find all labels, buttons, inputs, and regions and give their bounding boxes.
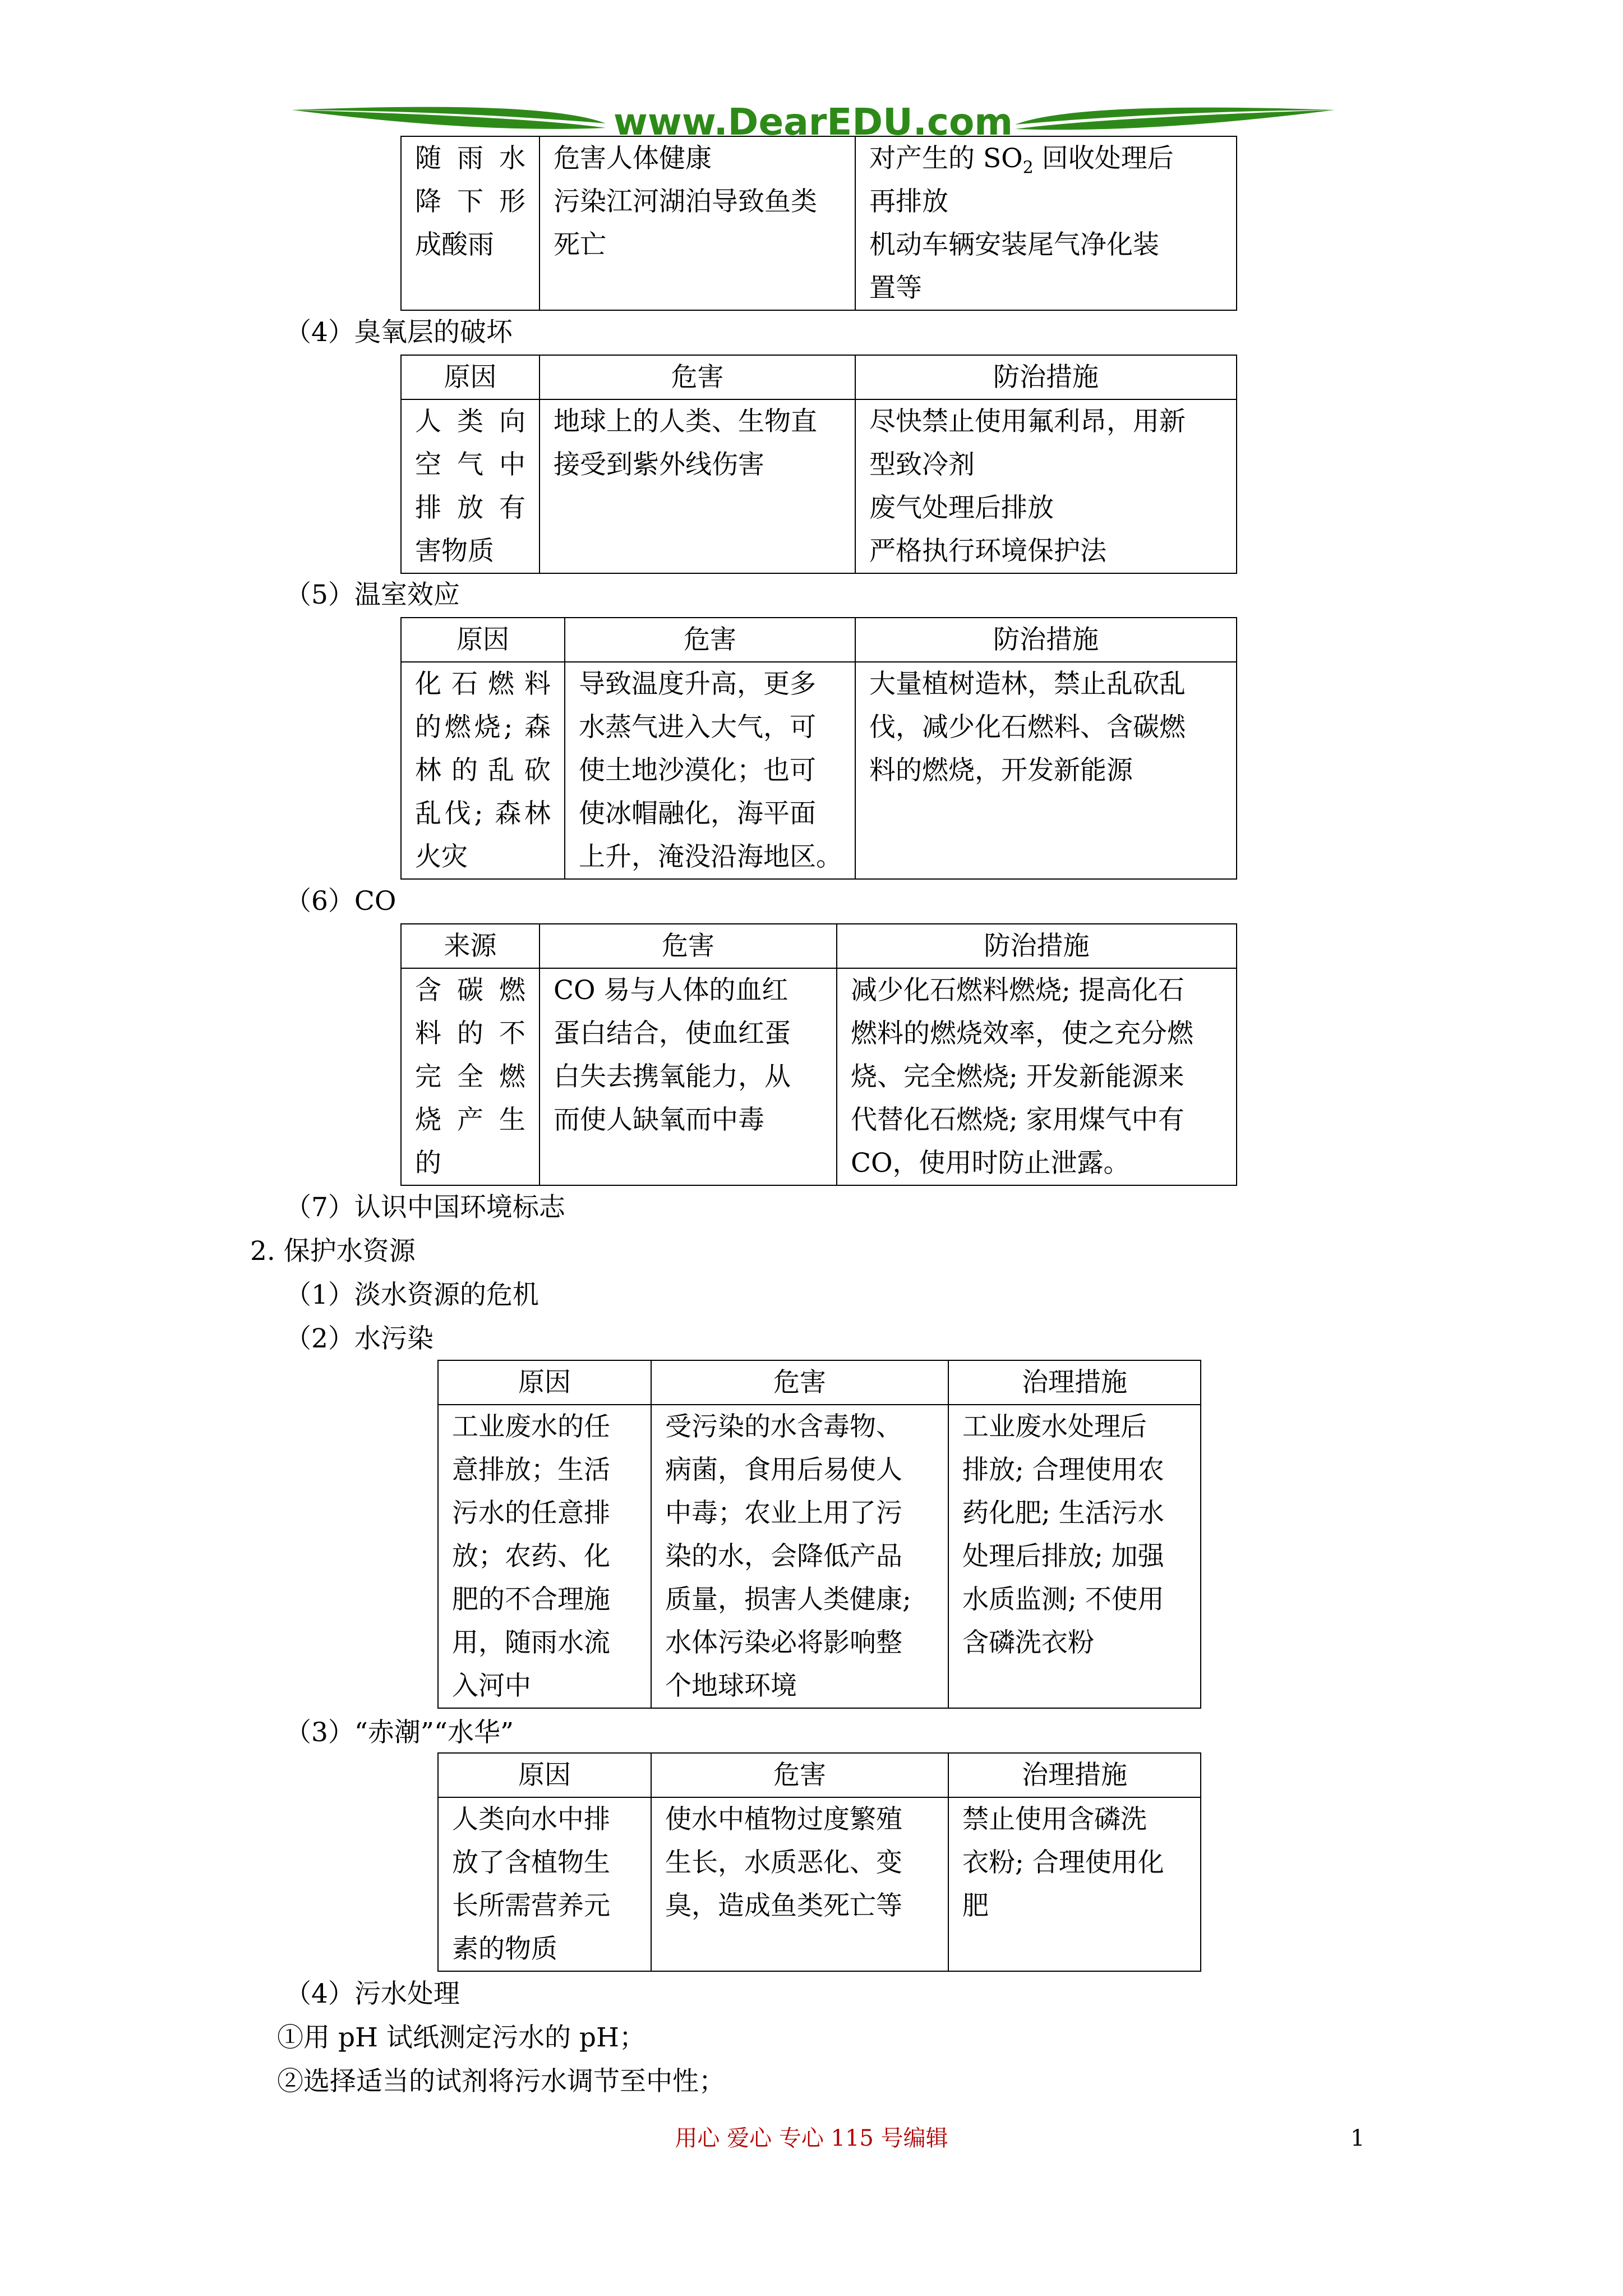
col-header-measure: 防治措施 — [855, 618, 1237, 662]
sewage-heading: （4）污水处理 — [285, 1978, 460, 2009]
red-tide-heading: （3）“赤潮”“水华” — [285, 1717, 514, 1748]
col-header-cause: 原因 — [401, 355, 540, 399]
col-header-measure: 治理措施 — [948, 1360, 1201, 1405]
water-pollution-table — [437, 1360, 1201, 1709]
harm-cell: 使水中植物过度繁殖 生长，水质恶化、变 臭，造成鱼类死亡等 — [651, 1797, 948, 1971]
section-2-heading: 2. 保护水资源 — [250, 1236, 416, 1267]
footer-text: 用心 爱心 专心 115 号编辑 — [675, 2125, 948, 2151]
step-2-text: ②选择适当的试剂将污水调节至中性； — [277, 2066, 725, 2097]
measure-cell: 对产生的 $SO_2$ 回收处理后 再排放 机动车辆安装尾气净化装 置等 — [855, 136, 1237, 310]
acid-rain-table-continued — [400, 136, 1237, 311]
col-header-harm: 危害 — [651, 1753, 948, 1797]
cause-cell: 人类向水中排 放了含植物生 长所需营养元 素的物质 — [438, 1797, 651, 1971]
cause-cell: 工业废水的任 意排放；生活 污水的任意排 放；农药、化 肥的不合理施 用，随雨水流 入河中 — [438, 1405, 651, 1708]
measure-cell: 尽快禁止使用氟利昂，用新 型致冷剂 废气处理后排放 严格执行环境保护法 — [855, 399, 1237, 573]
measure-cell: 工业废水处理后 排放; 合理使用农 药化肥; 生活污水 处理后排放; 加强 水质监测; 不使用 含磷洗衣粉 — [948, 1405, 1201, 1708]
measure-cell: 禁止使用含磷洗 衣粉; 合理使用化 肥 — [948, 1797, 1201, 1971]
col-header-cause: 原因 — [401, 618, 565, 662]
col-header-cause: 原因 — [438, 1360, 651, 1405]
red-tide-table — [437, 1752, 1201, 1972]
col-header-measure: 治理措施 — [948, 1753, 1201, 1797]
freshwater-crisis-heading: （1）淡水资源的危机 — [285, 1280, 539, 1310]
harm-cell: CO 易与人体的血红 蛋白结合，使血红蛋 白失去携氧能力，从 而使人缺氧而中毒 — [540, 968, 837, 1185]
harm-cell: 导致温度升高，更多 水蒸气进入大气，可 使土地沙漠化；也可 使冰帽融化，海平面 上升，淹没沿海地区。 — [565, 662, 855, 879]
logo-text: www.DearEDU.com — [613, 100, 1013, 144]
col-header-harm: 危害 — [540, 355, 855, 399]
ozone-heading: （4）臭氧层的破坏 — [285, 317, 513, 348]
measure-cell: 减少化石燃料燃烧; 提高化石 燃料的燃烧效率，使之充分燃 烧、完全燃烧; 开发新能源来 代替化石燃烧; 家用煤气中有 CO，使用时防止泄露。 — [837, 968, 1237, 1185]
source-cell: 含 碳 燃 料 的 不 完 全 燃 烧 产 生 的 — [401, 968, 540, 1185]
harm-cell: 地球上的人类、生物直 接受到紫外线伤害 — [540, 399, 855, 573]
col-header-measure: 防治措施 — [855, 355, 1237, 399]
col-header-cause: 原因 — [438, 1753, 651, 1797]
cause-cell: 随 雨 水 降 下 形 成酸雨 — [401, 136, 540, 310]
water-pollution-heading: （2）水污染 — [285, 1323, 434, 1354]
cause-cell: 人 类 向 空 气 中 排 放 有 害物质 — [401, 399, 540, 573]
greenhouse-table — [400, 617, 1237, 880]
measure-cell: 大量植树造林，禁止乱砍乱 伐，减少化石燃料、含碳燃 料的燃烧，开发新能源 — [855, 662, 1237, 879]
page-number: 1 — [1350, 2125, 1365, 2151]
col-header-source: 来源 — [401, 924, 540, 968]
harm-cell: 危害人体健康 污染江河湖泊导致鱼类 死亡 — [540, 136, 855, 310]
ozone-table — [400, 355, 1237, 574]
co-heading: （6）CO — [285, 886, 396, 917]
env-label-heading: （7）认识中国环境标志 — [285, 1192, 565, 1223]
harm-cell: 受污染的水含毒物、 病菌，食用后易使人 中毒；农业上用了污 染的水，会降低产品 质量，损害人类健康; 水体污染必将影响整 个地球环境 — [651, 1405, 948, 1708]
greenhouse-heading: （5）温室效应 — [285, 579, 460, 610]
co-table — [400, 923, 1237, 1186]
step-1-text: ①用 pH 试纸测定污水的 pH； — [277, 2022, 645, 2053]
col-header-harm: 危害 — [540, 924, 837, 968]
col-header-harm: 危害 — [651, 1360, 948, 1405]
cause-cell: 化 石 燃 料 的燃烧; 森 林 的 乱 砍 乱伐; 森林 火灾 — [401, 662, 565, 879]
col-header-measure: 防治措施 — [837, 924, 1237, 968]
col-header-harm: 危害 — [565, 618, 855, 662]
